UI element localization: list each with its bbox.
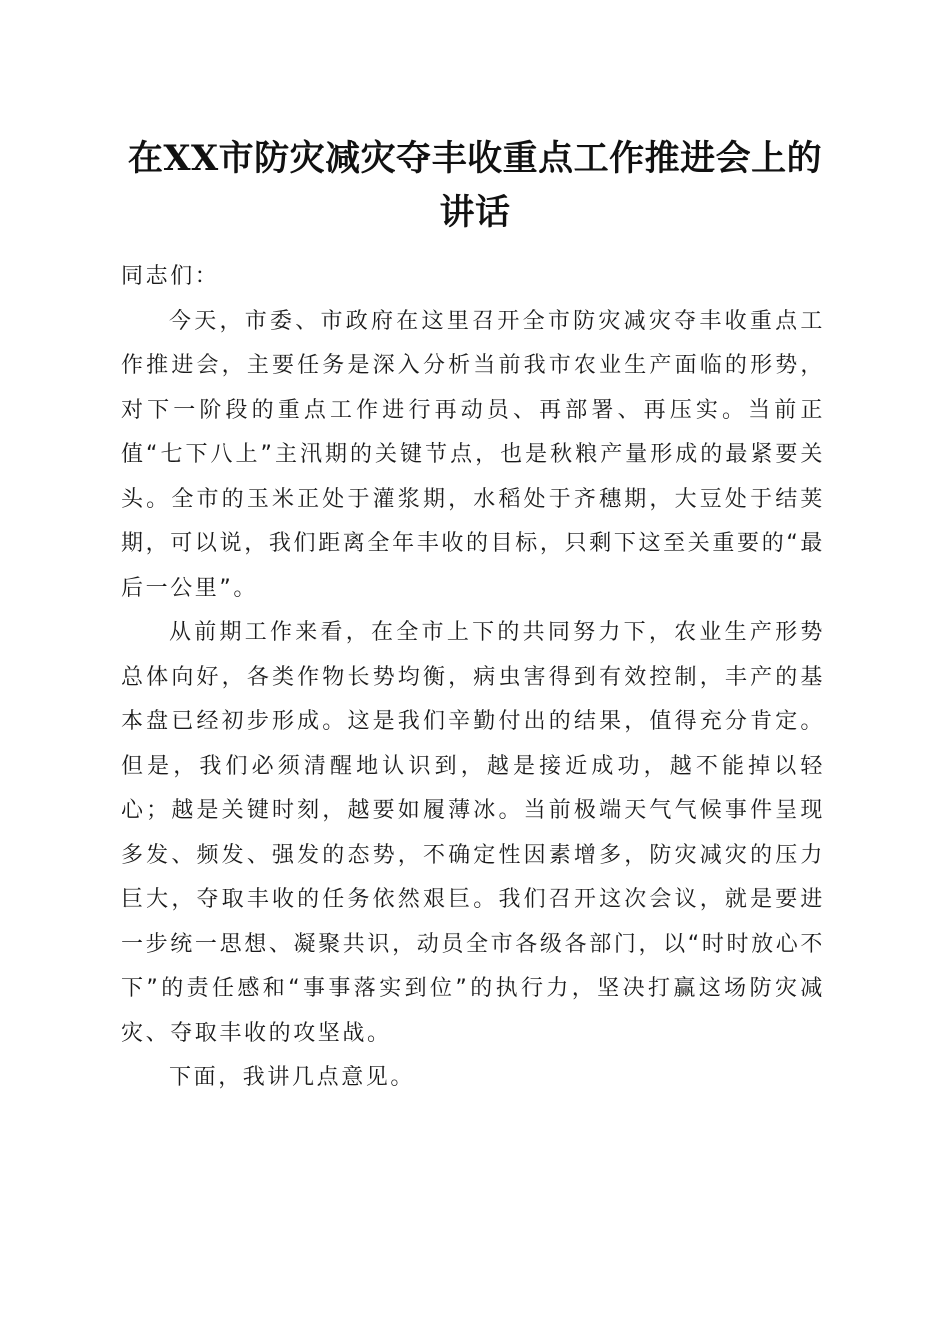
title-line-1: 在XX市防灾减灾夺丰收重点工作推进会上的 xyxy=(127,138,823,179)
document-body xyxy=(121,252,825,1101)
paragraph-1: 今天，市委、市政府在这里召开全市防灾减灾夺丰收重点工作推进会，主要任务是深入分析当前我市农业生产面临的形势，对下一阶段的重点工作进行再动员、再部署、再压实。当前正值“七下八上”主汛期的关键节点，也是秋粮产量形成的最紧要关头。全市的玉米正处于灌浆期，水稻处于齐穗期，大豆处于结荚期，可以说，我们距离全年丰收的目标，只剩下这至关重要的“最后一公里”。 xyxy=(121,308,825,601)
paragraph-3: 下面，我讲几点意见。 xyxy=(169,1065,416,1090)
salutation: 同志们： xyxy=(121,264,220,289)
title-line-2: 讲话 xyxy=(439,192,511,233)
document-title xyxy=(100,132,850,240)
paragraph-2: 从前期工作来看，在全市上下的共同努力下，农业生产形势总体向好，各类作物长势均衡，病虫害得到有效控制，丰产的基本盘已经初步形成。这是我们辛勤付出的结果，值得充分肯定。但是，我们必须清醒地认识到，越是接近成功，越不能掉以轻心；越是关键时刻，越要如履薄冰。当前极端天气气候事件呈现多发、频发、强发的态势，不确定性因素增多，防灾减灾的压力巨大，夺取丰收的任务依然艰巨。我们召开这次会议，就是要进一步统一思想、凝聚共识，动员全市各级各部门，以“时时放心不下”的责任感和“事事落实到位”的执行力，坚决打赢这场防灾减灾、夺取丰收的攻坚战。 xyxy=(121,620,825,1046)
